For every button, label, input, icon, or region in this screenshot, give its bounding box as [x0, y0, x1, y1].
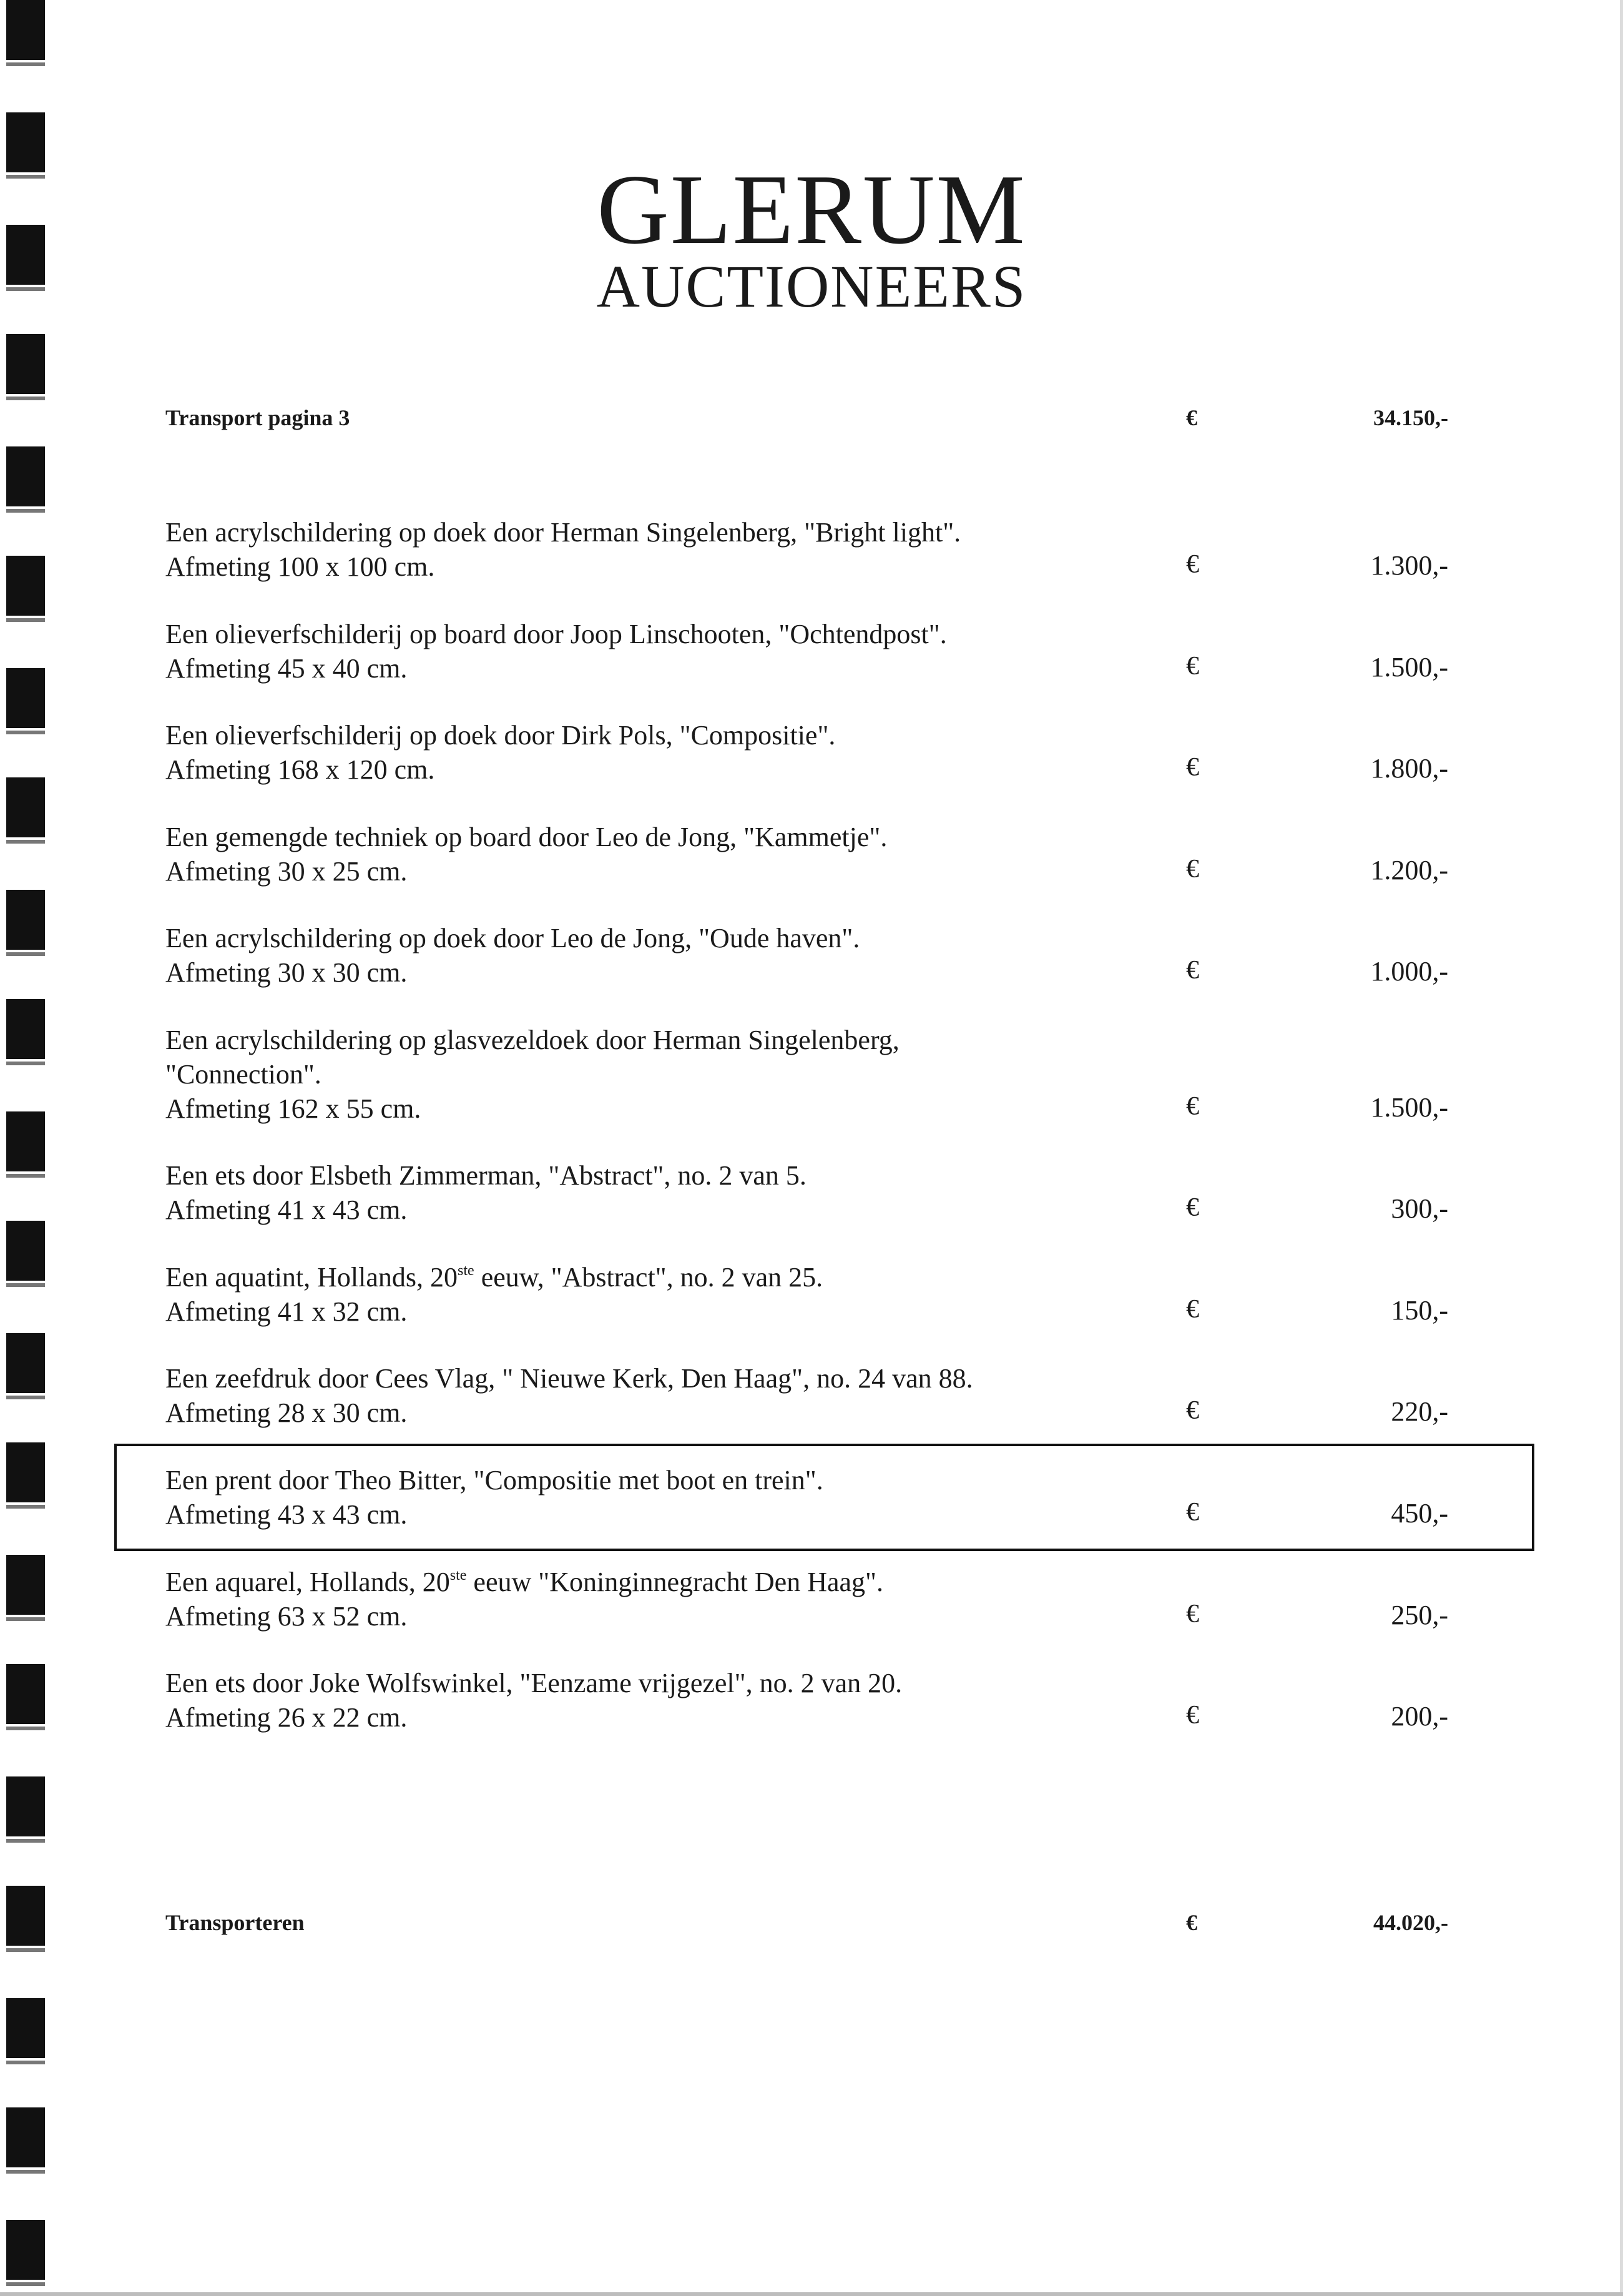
lot-dimensions: Afmeting 43 x 43 cm.	[165, 1499, 408, 1530]
lot-dimensions: Afmeting 63 x 52 cm.	[165, 1601, 408, 1632]
currency-symbol: €	[1186, 1295, 1199, 1324]
lot-amount: 220,-	[1391, 1396, 1448, 1427]
lot-dimensions: Afmeting 28 x 30 cm.	[165, 1397, 408, 1428]
spiral-binding	[0, 0, 50, 2296]
currency-symbol: €	[1186, 956, 1199, 985]
binding-hole	[6, 1776, 45, 1836]
lot-title: Een zeefdruk door Cees Vlag, " Nieuwe Kerk, Den Haag", no. 24 van 88.	[165, 1363, 973, 1394]
lot-title-part: eeuw, "Abstract", no. 2 van 25.	[474, 1262, 823, 1293]
binding-hole	[6, 1221, 45, 1281]
lot-amount: 250,-	[1391, 1600, 1448, 1630]
lot-title: Een olieverfschilderij op board door Joop Linschooten, "Ochtendpost".	[165, 619, 947, 649]
lot-title: Een acrylschildering op doek door Leo de Jong, "Oude haven".	[165, 923, 860, 953]
lot-amount: 1.200,-	[1370, 855, 1448, 885]
binding-hole	[6, 0, 45, 60]
binding-hole	[6, 668, 45, 728]
binding-hole	[6, 1998, 45, 2058]
lot-amount: 300,-	[1391, 1193, 1448, 1224]
lot-amount: 1.000,-	[1370, 956, 1448, 987]
lot-description	[165, 718, 1202, 787]
page-edge	[1620, 0, 1623, 2296]
lot-description	[165, 1463, 1202, 1532]
lot-dimensions: Afmeting 162 x 55 cm.	[165, 1093, 421, 1124]
lot-amount: 1.300,-	[1370, 550, 1448, 581]
transport-in-amount: 34.150,-	[1373, 405, 1448, 430]
company-logo	[0, 154, 1623, 320]
currency-symbol: €	[1186, 753, 1199, 782]
lot-amount: 1.800,-	[1370, 753, 1448, 784]
lot-amount: 450,-	[1391, 1498, 1448, 1529]
binding-hole	[6, 2107, 45, 2167]
lot-title-continued: "Connection".	[165, 1059, 321, 1090]
lot-title: Een acrylschildering op doek door Herman Singelenberg, "Bright light".	[165, 517, 961, 548]
lot-dimensions: Afmeting 41 x 32 cm.	[165, 1296, 408, 1327]
lot-amount: 1.500,-	[1370, 1092, 1448, 1123]
lot-description	[165, 921, 1202, 990]
lot-title-part: eeuw "Koninginnegracht Den Haag".	[466, 1567, 884, 1597]
ordinal-suffix: ste	[449, 1567, 467, 1584]
lot-description	[165, 1260, 1202, 1329]
lot-title: Een olieverfschilderij op doek door Dirk Pols, "Compositie".	[165, 720, 836, 751]
transport-in-label: Transport pagina 3	[165, 405, 350, 430]
transport-out-amount: 44.020,-	[1373, 1910, 1448, 1935]
binding-hole	[6, 1333, 45, 1393]
lot-dimensions: Afmeting 100 x 100 cm.	[165, 551, 435, 582]
binding-hole	[6, 890, 45, 950]
lot-title: Een acrylschildering op glasvezeldoek door Herman Singelenberg,	[165, 1025, 900, 1055]
lot-description	[165, 1023, 1202, 1126]
lot-dimensions: Afmeting 45 x 40 cm.	[165, 653, 408, 684]
page-edge	[0, 2292, 1623, 2296]
lot-dimensions: Afmeting 26 x 22 cm.	[165, 1702, 408, 1733]
logo-main-text: GLERUM	[597, 154, 1026, 265]
lot-title: Een prent door Theo Bitter, "Compositie met boot en trein".	[165, 1465, 823, 1495]
binding-hole	[6, 334, 45, 394]
currency-symbol: €	[1186, 1396, 1199, 1425]
lot-description	[165, 1565, 1202, 1633]
lot-amount: 200,-	[1391, 1701, 1448, 1732]
lot-description	[165, 1361, 1202, 1430]
ordinal-suffix: ste	[458, 1263, 474, 1279]
binding-hole	[6, 1442, 45, 1502]
lot-description	[165, 515, 1202, 584]
currency-symbol: €	[1186, 855, 1199, 884]
lot-title: Een gemengde techniek op board door Leo de Jong, "Kammetje".	[165, 822, 888, 852]
transport-out-label: Transporteren	[165, 1910, 305, 1935]
currency-symbol: €	[1186, 1701, 1199, 1730]
binding-hole	[6, 556, 45, 616]
lot-dimensions: Afmeting 41 x 43 cm.	[165, 1195, 408, 1225]
currency-symbol: €	[1186, 550, 1199, 579]
currency-symbol: €	[1186, 652, 1199, 681]
binding-hole	[6, 1555, 45, 1615]
lot-dimensions: Afmeting 168 x 120 cm.	[165, 754, 435, 785]
lot-title	[165, 1260, 1202, 1294]
binding-hole	[6, 1886, 45, 1946]
currency-symbol: €	[1186, 405, 1197, 430]
lot-title: Een ets door Joke Wolfswinkel, "Eenzame vrijgezel", no. 2 van 20.	[165, 1668, 903, 1698]
lot-title-part: Een aquatint, Hollands, 20	[165, 1262, 458, 1293]
currency-symbol: €	[1186, 1193, 1199, 1222]
binding-hole	[6, 1664, 45, 1724]
binding-hole	[6, 2220, 45, 2280]
lot-dimensions: Afmeting 30 x 25 cm.	[165, 856, 408, 887]
lot-description	[165, 1158, 1202, 1227]
lot-amount: 1.500,-	[1370, 652, 1448, 682]
binding-hole	[6, 777, 45, 837]
binding-hole	[6, 1111, 45, 1171]
lot-description	[165, 1666, 1202, 1735]
lot-description	[165, 617, 1202, 686]
lot-title-part: Een aquarel, Hollands, 20	[165, 1567, 450, 1597]
lot-dimensions: Afmeting 30 x 30 cm.	[165, 957, 408, 988]
binding-hole	[6, 446, 45, 506]
currency-symbol: €	[1186, 1092, 1199, 1121]
binding-hole	[6, 999, 45, 1059]
lot-title: Een ets door Elsbeth Zimmerman, "Abstract", no. 2 van 5.	[165, 1160, 807, 1191]
currency-symbol: €	[1186, 1498, 1199, 1527]
logo-sub-text: AUCTIONEERS	[596, 253, 1027, 320]
lot-description	[165, 820, 1202, 889]
currency-symbol: €	[1186, 1600, 1199, 1628]
currency-symbol: €	[1186, 1910, 1197, 1935]
lot-title	[165, 1565, 1202, 1599]
lot-amount: 150,-	[1391, 1295, 1448, 1326]
